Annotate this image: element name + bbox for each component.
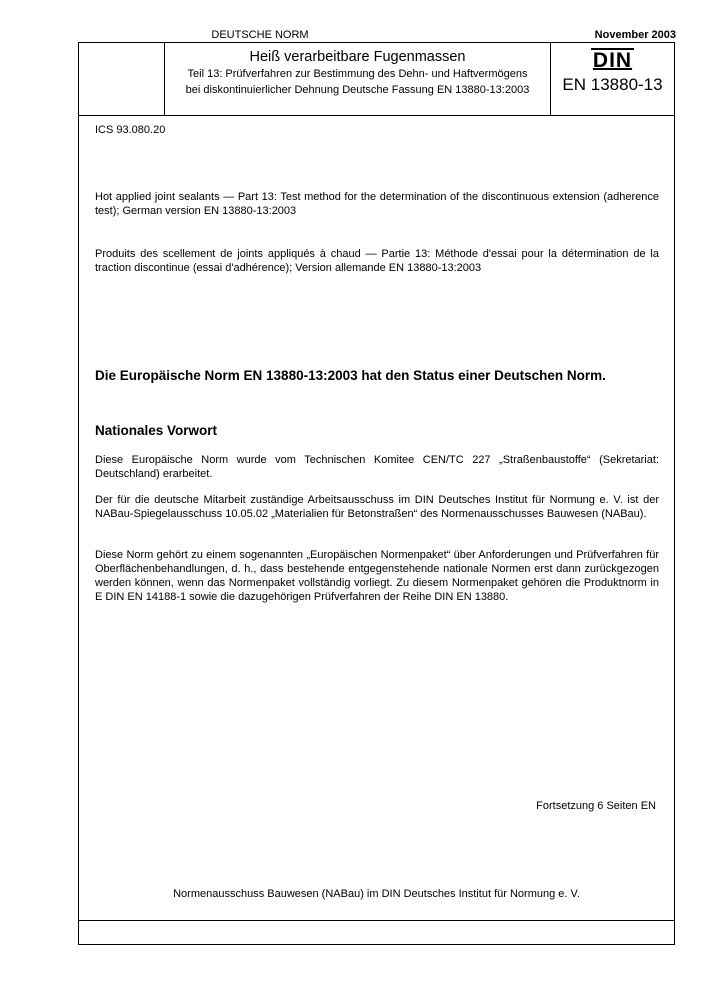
header-title-cell — [165, 43, 551, 115]
foreword-heading: Nationales Vorwort — [95, 423, 218, 438]
foreword-paragraph-3: Diese Norm gehört zu einem sogenannten „Europäischen Normenpaket“ über Anforderungen und Prüfverfahren für Oberflächenbehandlungen, d. h., dass bestehende entgegenstehende nationale Normen erst dann zurückgezogen werden können, wenn das Normenpaket vollständig vorliegt. Zu diesem Normenpaket gehören die Produktnorm in E DIN EN 14188-1 sowie die dazugehörigen Prüfverfahren der Reihe DIN EN 13880. — [95, 549, 659, 603]
standard-number: EN 13880-13 — [562, 75, 663, 94]
footer-divider — [79, 920, 674, 921]
header-logo-cell — [551, 43, 674, 115]
ics-code: ICS 93.080.20 — [95, 124, 166, 136]
subtitle-line-2: bei diskontinuierlicher Dehnung Deutsche Fassung EN 13880-13:2003 — [185, 84, 530, 96]
foreword-paragraph-1: Diese Europäische Norm wurde vom Technischen Komitee CEN/TC 227 „Straßenbaustoffe“ (Sekretariat: Deutschland) erarbeitet. — [95, 454, 659, 480]
subtitle-line-1: Teil 13: Prüfverfahren zur Bestimmung des Dehn- und Haftvermögens — [187, 68, 528, 80]
publication-date: November 2003 — [594, 29, 676, 41]
document-title: Heiß verarbeitbare Fugenmassen — [249, 49, 466, 65]
document-frame — [78, 42, 675, 945]
din-logo: DIN — [592, 49, 633, 72]
english-title: Hot applied joint sealants — Part 13: Test method for the determination of the discontinuous extension (adherence test); German version EN 13880-13:2003 — [95, 191, 659, 217]
continuation-note: Fortsetzung 6 Seiten EN — [536, 800, 656, 812]
french-title: Produits des scellement de joints appliqués à chaud — Partie 13: Méthode d'essai pour la détermination de la traction discontinue (essai d'adhérence); Version allemande EN 13880-13:2003 — [95, 248, 659, 274]
status-statement: Die Europäische Norm EN 13880-13:2003 hat den Status einer Deutschen Norm. — [95, 368, 606, 383]
header-block — [79, 43, 674, 116]
document-type-label: DEUTSCHE NORM — [211, 29, 309, 41]
header-empty-cell — [79, 43, 165, 115]
footer-committee: Normenausschuss Bauwesen (NABau) im DIN Deutsches Institut für Normung e. V. — [173, 888, 580, 900]
foreword-paragraph-2: Der für die deutsche Mitarbeit zuständige Arbeitsausschuss im DIN Deutsches Institut für Normung e. V. ist der NABau-Spiegelausschuss 10.05.02 „Materialien für Betonstraßen“ des Normenausschusses Bauwesen (NABau). — [95, 494, 659, 520]
